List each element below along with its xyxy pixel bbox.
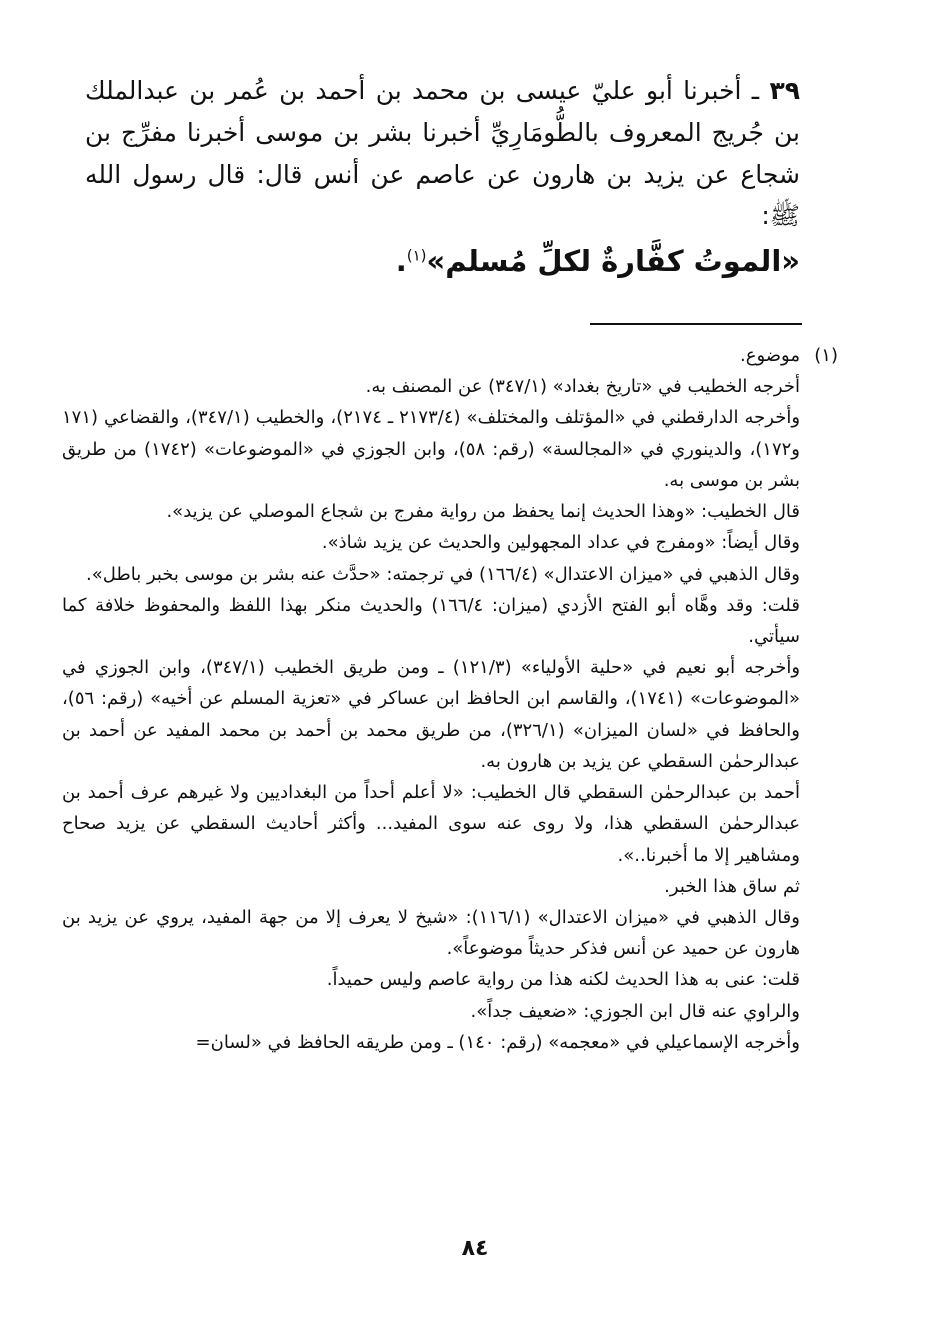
footnote-paragraph: وقال أيضاً: «ومفرج في عداد المجهولين والحديث عن يزيد شاذ». xyxy=(321,532,800,554)
footnote-paragraph: وأخرجه الدارقطني في «المؤتلف والمختلف» (٢١٧٣/٤ ـ ٢١٧٤)، والخطيب (٣٤٧/١)، والقضاعي (١٧١ و١٧٢)، والدينوري في «المجالسة» (رقم: ٥٨)، وابن الجوزي في «الموضوعات» (١٧٤٢) من طريق بشر بن موسى به. xyxy=(62,407,801,491)
footnote-divider xyxy=(590,323,802,325)
footnote-paragraph: والراوي عنه قال ابن الجوزي: «ضعيف جداً». xyxy=(470,1000,800,1022)
isnad-paragraph: ـ أخبرنا أبو عليّ عيسى بن محمد بن أحمد بن عُمر بن عبدالملك بن جُريج المعروف بالطُّومَارِيِّ أخبرنا بشر بن موسى أخبرنا مفرِّج بن شجاع عن يزيد بن هارون عن عاصم عن أنس قال: قال رسول الله ﷺ: xyxy=(85,76,800,231)
footnote-paragraph: قلت: وقد وهَّاه أبو الفتح الأزدي (ميزان: ١٦٦/٤) والحديث منكر بهذا اللفظ والمحفوظ خلافة كما سيأتي. xyxy=(62,594,800,647)
hadith-text: «الموتُ كفَّارةٌ لكلِّ مُسلم» xyxy=(426,244,800,278)
footnote-paragraph: ثم ساق هذا الخبر. xyxy=(664,875,800,897)
footnote-marker: (١) xyxy=(814,345,838,366)
footnote-reference: (١) xyxy=(406,246,427,265)
page-number: ٨٤ xyxy=(461,1236,489,1261)
hadith-number: ٣٩ xyxy=(769,76,800,105)
footnote-paragraph: موضوع. xyxy=(740,345,800,366)
footnote-paragraph: أخرجه الخطيب في «تاريخ بغداد» (٣٤٧/١) عن المصنف به. xyxy=(365,376,800,398)
main-text xyxy=(85,70,800,237)
footnote-paragraph: وأخرجه الإسماعيلي في «معجمه» (رقم: ١٤٠) ـ ومن طريقه الحافظ في «لسان= xyxy=(195,1031,800,1053)
footnote-paragraph: قلت: عنى به هذا الحديث لكنه هذا من رواية عاصم وليس حميداً. xyxy=(326,969,800,991)
hadith-end-mark: . xyxy=(395,244,407,278)
footnote-paragraph: وقال الذهبي في «ميزان الاعتدال» (١٦٦/٤) في ترجمته: «حدَّث عنه بشر بن موسى بخبر باطل». xyxy=(86,563,800,585)
footnote-paragraph: وأخرجه أبو نعيم في «حلية الأولياء» (١٢١/٣) ـ ومن طريق الخطيب (٣٤٧/١)، وابن الجوزي في «الموضوعات» (١٧٤١)، والقاسم ابن الحافظ ابن عساكر في «تعزية المسلم عن أخيه» (رقم: ٥٦)، والحافظ في «لسان الميزان» (٣٢٦/١)، من طريق محمد بن أحمد بن محمد المفيد عن أحمد بن عبدالرحمٰن السقطي عن يزيد بن هارون به. xyxy=(62,657,801,772)
hadith-text-line xyxy=(200,244,800,278)
footnote-paragraph: وقال الذهبي في «ميزان الاعتدال» (١١٦/١): «شيخ لا يعرف إلا من جهة المفيد، يروي عن يزيد بن هارون عن حميد عن أنس فذكر حديثاً موضوعاً». xyxy=(62,906,800,960)
footnotes xyxy=(62,340,838,1058)
footnote-paragraph: قال الخطيب: «وهذا الحديث إنما يحفظ من رواية مفرج بن شجاع الموصلي عن يزيد». xyxy=(166,501,800,523)
footnote-paragraph: أحمد بن عبدالرحمٰن السقطي قال الخطيب: «لا أعلم أحداً من البغداديين ولا غيرهم عرف أحمد بن عبدالرحمٰن السقطي هذا، ولا روى عنه سوى المفيد... وأكثر أحاديث السقطي عن يزيد صحاح ومشاهير إلا ما أخبرنا..». xyxy=(62,782,800,866)
